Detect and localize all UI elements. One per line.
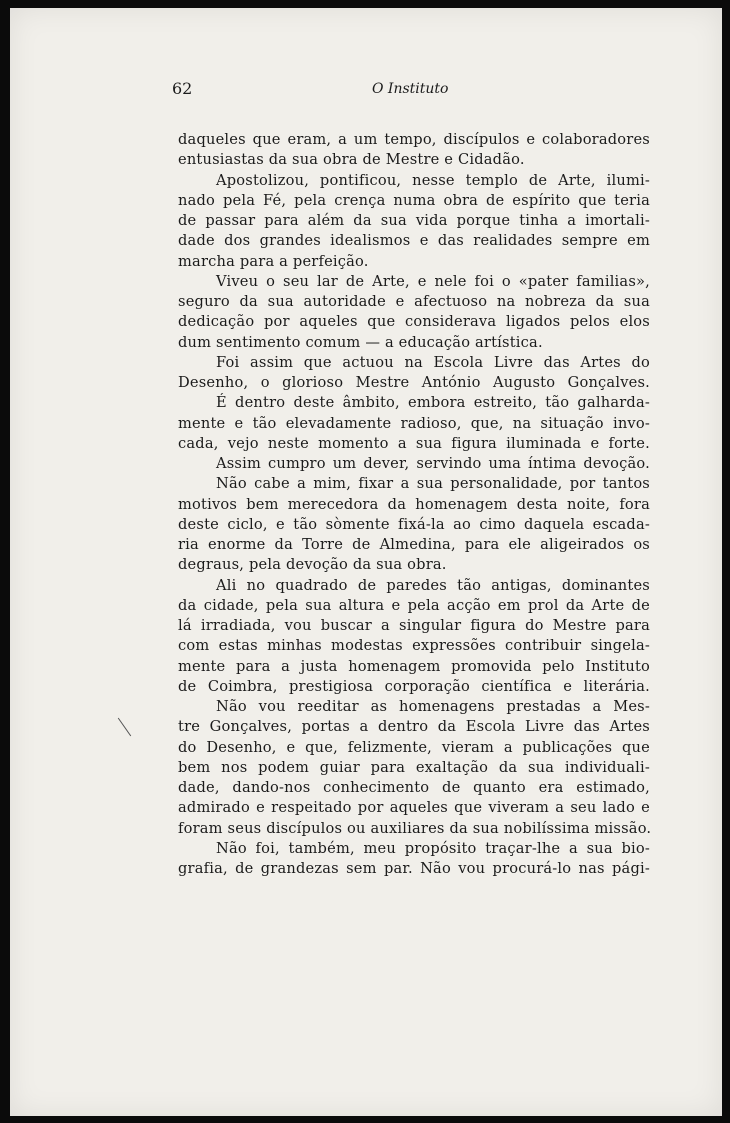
text-line: dade, dando-nos conhecimento de quanto era estimado,: [178, 779, 650, 796]
running-title: O Instituto: [372, 81, 449, 97]
text-line: seguro da sua autoridade e afectuoso na nobreza da sua: [178, 293, 650, 310]
text-line: tre Gonçalves, portas a dentro da Escola Livre das Artes: [178, 718, 650, 736]
text-line: ria enorme da Torre de Almedina, para ele aligeirados os: [178, 536, 650, 553]
text-line: degraus, pela devoção da sua obra.: [178, 556, 447, 574]
text-line: Apostolizou, pontificou, nesse templo de Arte, ilumi-: [216, 171, 650, 189]
text-line: com estas minhas modestas expressões contribuir singela-: [178, 637, 650, 655]
text-line: motivos bem merecedora da homenagem desta noite, fora: [178, 495, 650, 513]
text-line: grafia, de grandezas sem par. Não vou procurá-lo nas pági-: [178, 860, 650, 877]
running-head: [172, 79, 650, 101]
text-line: Assim cumpro um dever, servindo uma íntima devoção.: [216, 455, 650, 472]
text-line: admirado e respeitado por aqueles que viveram a seu lado e: [178, 799, 650, 817]
text-line: da cidade, pela sua altura e pela acção em prol da Arte de: [178, 596, 650, 614]
text-line: do Desenho, e que, felizmente, vieram a publicações que: [178, 738, 650, 756]
text-line: Foi assim que actuou na Escola Livre das Artes do: [216, 353, 650, 371]
text-line: bem nos podem guiar para exaltação da sua individuali-: [178, 758, 650, 776]
text-line: daqueles que eram, a um tempo, discípulos e colaboradores: [178, 131, 650, 148]
text-line: mente e tão elevadamente radioso, que, na situação invo-: [178, 414, 650, 432]
text-line: dade dos grandes idealismos e das realidades sempre em: [178, 232, 650, 250]
body-text: [178, 130, 650, 879]
text-line: Não vou reeditar as homenagens prestadas a Mes-: [216, 698, 650, 715]
text-line: deste ciclo, e tão sòmente fixá-la ao cimo daquela escada-: [178, 515, 650, 533]
text-line: dum sentimento comum — a educação artística.: [178, 333, 543, 351]
page-number: 62: [172, 79, 193, 98]
text-line: de Coimbra, prestigiosa corporação científica e literária.: [178, 677, 650, 695]
text-line: nado pela Fé, pela crença numa obra de espírito que teria: [178, 191, 650, 209]
text-line: lá irradiada, vou buscar a singular figura do Mestre para: [178, 617, 650, 634]
text-line: Desenho, o glorioso Mestre António Augusto Gonçalves.: [178, 374, 650, 391]
text-line: marcha para a perfeição.: [178, 252, 369, 270]
text-line: Não foi, também, meu propósito traçar-lhe a sua bio-: [216, 839, 650, 857]
text-line: Não cabe a mim, fixar a sua personalidade, por tantos: [216, 475, 650, 493]
text-line: Viveu o seu lar de Arte, e nele foi o «pater familias»,: [216, 272, 650, 290]
text-line: mente para a justa homenagem promovida pelo Instituto: [178, 657, 650, 675]
text-line: cada, vejo neste momento a sua figura iluminada e forte.: [178, 434, 650, 452]
text-line: dedicação por aqueles que considerava ligados pelos elos: [178, 313, 650, 331]
text-line: Ali no quadrado de paredes tão antigas, dominantes: [216, 576, 650, 594]
text-line: entusiastas da sua obra de Mestre e Cidadão.: [178, 151, 525, 169]
text-line: É dentro deste âmbito, embora estreito, tão galharda-: [216, 394, 650, 412]
text-line: de passar para além da sua vida porque tinha a imortali-: [178, 212, 650, 229]
text-line: foram seus discípulos ou auxiliares da sua nobilíssima missão.: [178, 819, 652, 837]
